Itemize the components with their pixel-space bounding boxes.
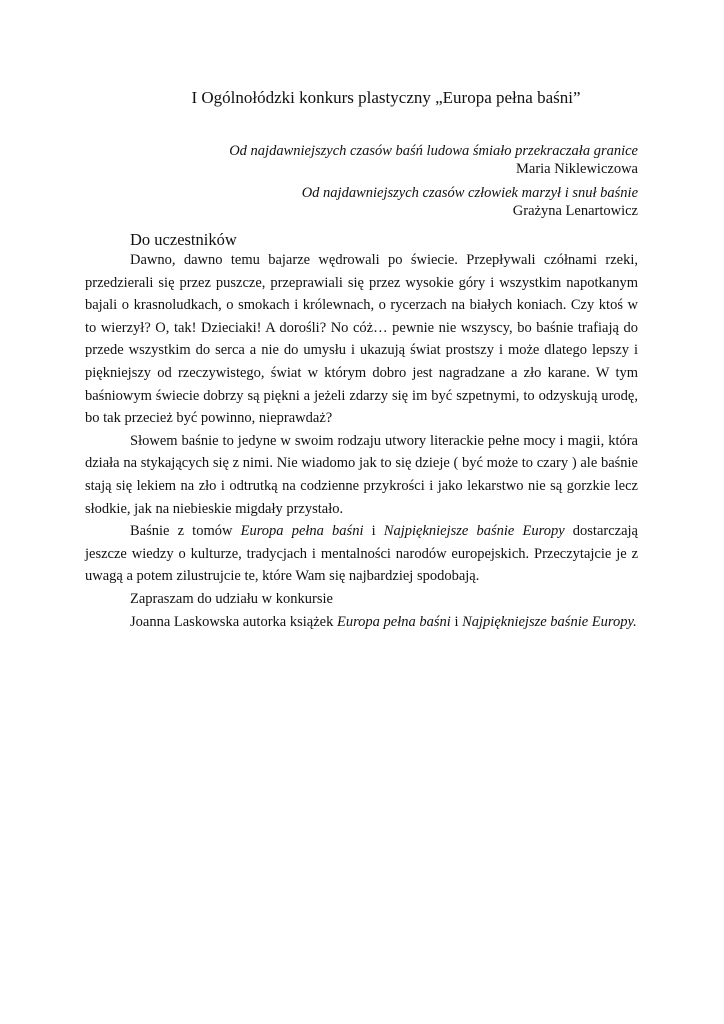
paragraph-5-text-c: i [450,613,463,630]
document-title: I Ogólnołódzki konkurs plastyczny „Europa pełna baśni” [191,88,581,107]
paragraph-3-text-e: dostarczają jeszcze wiedzy o kulturze, tradycjach i mentalności narodów europejskich. Przeczytajcie je z uwagą a potem zilustrujcie te, które Wam się najbardziej spodobają. [85,523,638,585]
paragraph-3-text-c: i [363,523,384,540]
book-title-europa-2: Europa pełna baśni [336,613,451,630]
book-title-najpiekniejsze-2: Najpiękniejsze baśnie Europy. [462,613,637,630]
motto-1-quote: Od najdawniejszych czasów baśń ludowa śmiało przekraczała granice [229,143,638,159]
motto-1 [229,142,638,178]
paragraph-3 [85,520,638,588]
book-title-najpiekniejsze: Najpiękniejsze baśnie Europy [383,523,565,540]
motto-2-quote: Od najdawniejszych czasów człowiek marzył i snuł baśnie [301,185,638,201]
motto-1-author: Maria Niklewiczowa [516,161,638,177]
book-title-europa: Europa pełna baśni [240,523,364,540]
paragraph-5 [85,611,638,634]
paragraph-2: Słowem baśnie to jedyne w swoim rodzaju utwory literackie pełne mocy i magii, która działa na stykających się z nimi. Nie wiadomo jak to się dzieje ( być może to czary ) ale baśnie stają się lekiem na zło i odtrutką na codzienne przykrości i jako lekarstwo nie są gorzkie lecz słodkie, jak na niebieskie migdały przystało. [85,432,638,517]
section-heading: Do uczestników [130,230,237,249]
body-text [85,249,638,633]
paragraph-5-text-a: Joanna Laskowska autorka książek [130,613,337,630]
motto-2-author: Grażyna Lenartowicz [512,203,638,219]
motto-2 [302,184,638,220]
paragraph-1: Dawno, dawno temu bajarze wędrowali po świecie. Przepływali czółnami rzeki, przedzierali się przez puszcze, przeprawiali się przez wysokie góry i wszystkim napotkanym bajali o krasnoludkach, o smokach i królewnach, o rycerzach na białych koniach. Czy ktoś w to wierzył? O, tak! Dzieciaki! A dorośli? No cóż… pewnie nie wszyscy, bo baśnie trafiają do przede wszystkim do serca a nie do umysłu i ukazują świat prostszy i może dlatego lepszy i piękniejszy od rzeczywistego, świat w którym dobro jest nagradzane a zło karane. W tym baśniowym świecie dobrzy są piękni a jeżeli zdarzy się im być szpetnymi, to odzyskują urodę, bo tak przecież być powinno, nieprawdaż? [85,252,638,427]
paragraph-4: Zapraszam do udziału w konkursie [130,590,333,607]
paragraph-3-text-a: Baśnie z tomów [130,523,241,540]
